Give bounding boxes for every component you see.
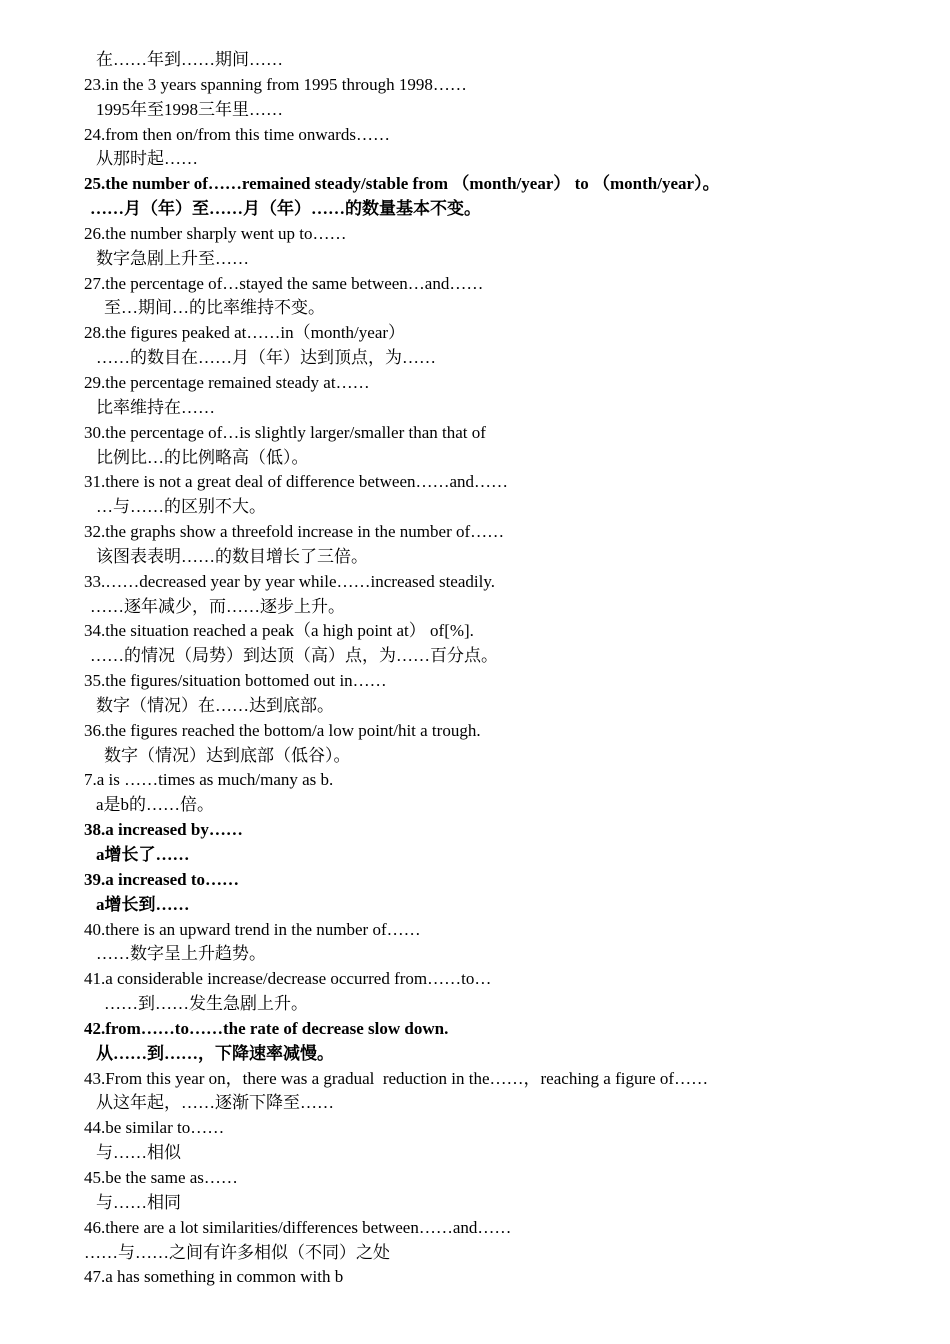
translation-line: ……数字呈上升趋势。 bbox=[96, 944, 266, 964]
translation-line: 数字（情况）达到底部（低谷）。 bbox=[104, 745, 351, 765]
phrase-line: 41.a considerable increase/decrease occurred from……to… bbox=[84, 969, 492, 989]
translation-line: 数字（情况）在……达到底部。 bbox=[96, 695, 334, 715]
translation-line: 从那时起…… bbox=[96, 149, 198, 169]
phrase-line: 28.the figures peaked at……in（month/year） bbox=[84, 323, 406, 343]
translation-line: 比率维持在…… bbox=[96, 397, 215, 417]
phrase-line: 44.be similar to…… bbox=[84, 1118, 225, 1138]
phrase-line: 30.the percentage of…is slightly larger/smaller than that of bbox=[84, 422, 486, 442]
phrase-line: 40.there is an upward trend in the number of…… bbox=[84, 919, 421, 939]
translation-line: 从……到……，下降速率减慢。 bbox=[96, 1043, 334, 1063]
translation-line: …与……的区别不大。 bbox=[96, 497, 266, 517]
phrase-line: 43.From this year on，there was a gradual reduction in the……，reaching a figure of…… bbox=[84, 1068, 709, 1088]
translation-line: 与……相似 bbox=[96, 1143, 181, 1163]
phrase-line: 42.from……to……the rate of decrease slow down. bbox=[84, 1018, 449, 1038]
translation-line: ……的情况（局势）到达顶（高）点，为……百分点。 bbox=[90, 646, 498, 666]
translation-line: ……到……发生急剧上升。 bbox=[104, 994, 308, 1014]
phrase-line: 47.a has something in common with b bbox=[84, 1267, 344, 1287]
translation-line: a增长了…… bbox=[96, 845, 190, 864]
phrase-line: ……与……之间有许多相似（不同）之处 bbox=[84, 1242, 390, 1262]
phrase-line: 29.the percentage remained steady at…… bbox=[84, 372, 370, 392]
translation-line: 至…期间…的比率维持不变。 bbox=[104, 298, 325, 318]
translation-line: ……的数目在……月（年）达到顶点，为…… bbox=[96, 348, 436, 368]
phrase-line: 46.there are a lot similarities/differences between……and…… bbox=[84, 1217, 512, 1237]
translation-line: 比例比…的比例略高（低）。 bbox=[96, 447, 309, 467]
phrase-line: 32.the graphs show a threefold increase in the number of…… bbox=[84, 522, 505, 542]
translation-line: 数字急剧上升至…… bbox=[96, 248, 249, 268]
translation-line: ……逐年减少，而……逐步上升。 bbox=[90, 596, 345, 616]
translation-line: 该图表表明……的数目增长了三倍。 bbox=[96, 546, 368, 566]
translation-line: a是b的……倍。 bbox=[96, 795, 215, 815]
phrase-line: 33.……decreased year by year while……increased steadily. bbox=[84, 571, 495, 591]
phrase-line: 36.the figures reached the bottom/a low point/hit a trough. bbox=[84, 720, 481, 740]
translation-line: 从这年起，……逐渐下降至…… bbox=[96, 1093, 334, 1113]
translation-line: a增长到…… bbox=[96, 894, 190, 914]
translation-line: 1995年至1998三年里…… bbox=[96, 99, 283, 119]
phrase-line: 24.from then on/from this time onwards…… bbox=[84, 124, 390, 144]
phrase-line: 7.a is ……times as much/many as b. bbox=[84, 770, 334, 790]
phrase-line: 27.the percentage of…stayed the same between…and…… bbox=[84, 273, 484, 293]
phrase-line: 35.the figures/situation bottomed out in…… bbox=[84, 671, 387, 691]
phrase-line: 39.a increased to…… bbox=[84, 869, 240, 889]
phrase-line: 23.in the 3 years spanning from 1995 through 1998…… bbox=[84, 74, 467, 94]
phrase-line: 38.a increased by…… bbox=[84, 820, 243, 840]
phrase-line: 45.be the same as…… bbox=[84, 1167, 238, 1187]
phrase-line: 34.the situation reached a peak（a high point at） of[%]. bbox=[84, 621, 474, 641]
document-page bbox=[84, 48, 924, 1290]
translation-line: 在……年到……期间…… bbox=[96, 50, 283, 69]
translation-line: ……月（年）至……月（年）……的数量基本不变。 bbox=[90, 199, 481, 219]
translation-line: 与……相同 bbox=[96, 1192, 181, 1212]
phrase-line: 25.the number of……remained steady/stable from （month/year） to （month/year）。 bbox=[84, 174, 720, 194]
phrase-line: 26.the number sharply went up to…… bbox=[84, 223, 347, 243]
phrase-line: 31.there is not a great deal of difference between……and…… bbox=[84, 472, 509, 492]
